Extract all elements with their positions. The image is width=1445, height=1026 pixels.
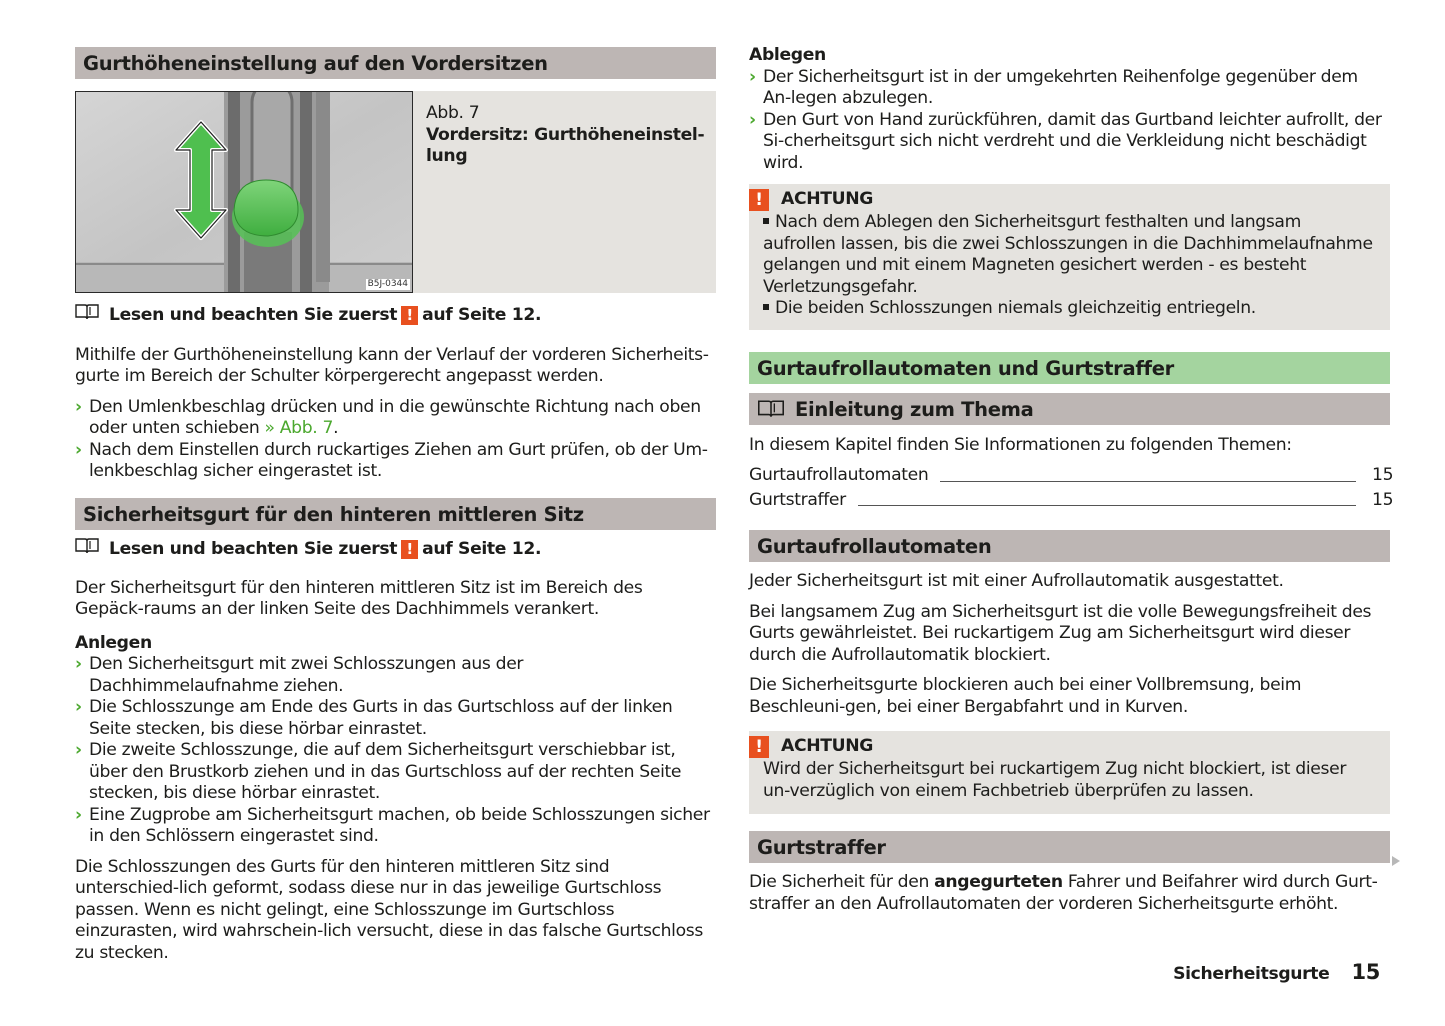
section1-body [75, 303, 716, 483]
belt-height-adjuster-illustration [76, 92, 413, 293]
right-column [749, 45, 1394, 915]
page-reference-link[interactable]: auf Seite 12. [422, 304, 542, 325]
warning-icon: ! [401, 540, 418, 559]
warning-text: Wird der Sicherheitsgurt bei ruckartigem Zug nicht blockiert, ist dieser un-verzüglich von einem Fachbetrieb überprüfen zu lassen. [763, 759, 1347, 801]
figure-title-line1: Vordersitz: Gurthöheneinstel- [426, 124, 705, 145]
figure-7 [75, 91, 716, 293]
chapter-title: Gurtaufrollautomaten und Gurtstraffer [757, 356, 1174, 380]
section-title: Gurtaufrollautomaten [757, 535, 992, 558]
section-header-retractor [749, 530, 1390, 562]
chapter-header [749, 352, 1390, 384]
warning-item: Nach dem Ablegen den Sicherheitsgurt festhalten und langsam aufrollen lassen, bis die zwei Schlosszungen in die Dachhimmelaufnahme gelangen und mit einem Magneten gesichert werden - es besteht Verletzungsgefahr. [763, 212, 1373, 297]
warning-title: ACHTUNG [781, 736, 874, 757]
toc-label[interactable]: Gurtstraffer [749, 489, 846, 510]
closing-paragraph: Die Schlosszungen des Gurts für den hinteren mittleren Sitz sind unterschied-lich geformt, sodass diese nur in das jeweilige Gurtschloss passen. Wenn es nicht gelingt, eine Schlosszunge im Gurtschloss einzurasten, wird wahrschein-lich versucht, diese in das falsche Gurtschloss zu stecken. [75, 856, 703, 963]
section-header-belt-height [75, 47, 716, 79]
paragraph: Bei langsamem Zug am Sicherheitsgurt ist die volle Bewegungsfreiheit des Gurts gewährleistet. Bei ruckartigem Zug am Sicherheitsgurt wird dieser durch die Aufrollautomatik blockiert. [749, 601, 1372, 665]
bullet-arrow-icon: › [749, 109, 756, 130]
section-header-intro [749, 393, 1390, 425]
book-icon [75, 303, 99, 328]
warning-icon: ! [749, 736, 769, 758]
warning-box-2 [749, 731, 1390, 814]
bullet-arrow-icon: › [75, 439, 82, 460]
bullet-arrow-icon: › [75, 697, 82, 717]
toc-entry[interactable] [749, 465, 1394, 487]
anlegen-heading: Anlegen [75, 632, 152, 653]
pretensioner-paragraph: Die Sicherheit für den angegurteten Fahrer und Beifahrer wird durch Gurt-straffer an den Aufrollautomaten der vorderen Sicherheitsgurte erhöht. [749, 872, 1378, 914]
section-title: Gurthöheneinstellung auf den Vordersitzen [83, 52, 548, 75]
list-item: › Der Sicherheitsgurt ist in der umgekehrten Reihenfolge gegenüber dem An-legen abzulegen. [749, 66, 1358, 108]
paragraph: Jeder Sicherheitsgurt ist mit einer Aufrollautomatik ausgestattet. [749, 571, 1284, 591]
book-icon [757, 399, 785, 426]
bullet-arrow-icon: › [749, 66, 756, 87]
section-header-rear-middle [75, 498, 716, 530]
figure-caption [426, 103, 704, 168]
book-icon [75, 537, 99, 562]
ablegen-steps [749, 67, 1390, 175]
warning-header [749, 735, 1376, 759]
section-title: Einleitung zum Thema [795, 397, 1034, 421]
list-item: › Die zweite Schlosszunge, die auf dem Sicherheitsgurt verschiebbar ist, über den Brustkorb ziehen und in das Gurtschloss auf der rechten Seite stecken, bis diese hörbar einrastet. [75, 740, 682, 803]
figure-label: Abb. 7 [426, 103, 480, 123]
paragraph: Die Sicherheitsgurte blockieren auch bei einer Vollbremsung, beim Beschleuni-gen, bei einer Bergabfahrt und in Kurven. [749, 675, 1302, 717]
toc-entry[interactable] [749, 489, 1394, 512]
page-number: 15 [1351, 960, 1380, 984]
continue-arrow-icon [1392, 856, 1400, 866]
section2 [75, 498, 716, 964]
image-code: B5J-0344 [367, 279, 408, 289]
topic-list [749, 465, 1394, 511]
adjust-steps [75, 397, 716, 483]
square-bullet-icon [763, 218, 769, 224]
toc-page[interactable]: 15 [1372, 465, 1394, 485]
intro-text: In diesem Kapitel finden Sie Informationen zu folgenden Themen: [749, 434, 1292, 455]
toc-label[interactable]: Gurtaufrollautomaten [749, 465, 929, 485]
warning-title: ACHTUNG [781, 189, 874, 210]
warning-header [749, 188, 1376, 212]
section-title: Gurtstraffer [757, 836, 886, 859]
warning-item: Die beiden Schlosszungen niemals gleichzeitig entriegeln. [763, 298, 1376, 320]
bullet-arrow-icon: › [75, 396, 82, 417]
ablegen-heading: Ablegen [749, 45, 826, 65]
list-item: › Den Gurt von Hand zurückführen, damit das Gurtband leichter aufrollt, der Si-cherheitsgurt sich nicht verdreht und die Verkleidung nicht beschädigt wird. [749, 109, 1382, 173]
bullet-arrow-icon: › [75, 804, 82, 825]
toc-leader [858, 505, 1356, 506]
list-item: › Nach dem Einstellen durch ruckartiges Ziehen am Gurt prüfen, ob der Um-lenkbeschlag sicher eingerastet ist. [75, 439, 708, 481]
figure-image [75, 91, 413, 293]
read-first-note: Lesen und beachten Sie zuerst ! auf Seite 12. [75, 303, 716, 328]
list-item: › Den Umlenkbeschlag drücken und in die gewünschte Richtung nach oben oder unten schieben » Abb. 7. [75, 396, 701, 438]
section-header-pretensioner [749, 831, 1390, 863]
figure-title-line2: lung [426, 146, 468, 166]
emphasis: angegurteten [934, 872, 1063, 892]
toc-leader [940, 481, 1356, 482]
bullet-arrow-icon: › [75, 740, 82, 760]
list-item: › Eine Zugprobe am Sicherheitsgurt machen, ob beide Schlosszungen sicher in den Schlössern eingerastet sind. [75, 804, 710, 846]
page-footer [1173, 962, 1380, 986]
list-item: › Den Sicherheitsgurt mit zwei Schlosszungen aus der Dachhimmelaufnahme ziehen. [75, 654, 524, 696]
read-first-note: Lesen und beachten Sie zuerst ! auf Seite 12. [75, 537, 716, 562]
anlegen-steps [75, 654, 716, 848]
warning-icon: ! [401, 306, 418, 325]
warning-box-1 [749, 184, 1390, 330]
footer-section-name: Sicherheitsgurte [1173, 964, 1330, 984]
bullet-arrow-icon: › [75, 654, 82, 674]
page-reference-link[interactable]: auf Seite 12. [422, 538, 542, 559]
toc-page[interactable]: 15 [1372, 489, 1394, 510]
square-bullet-icon [763, 304, 769, 310]
figure-link[interactable]: » Abb. 7 [264, 418, 334, 438]
intro-paragraph: Mithilfe der Gurthöheneinstellung kann der Verlauf der vorderen Sicherheits-gurte im Bereich der Schulter körpergerecht angepasst werden. [75, 344, 709, 386]
intro-paragraph: Der Sicherheitsgurt für den hinteren mittleren Sitz ist im Bereich des Gepäck-raums an der linken Seite des Dachhimmels verankert. [75, 577, 643, 619]
warning-icon: ! [749, 189, 769, 211]
list-item: › Die Schlosszunge am Ende des Gurts in das Gurtschloss auf der linken Seite stecken, bis diese hörbar einrastet. [75, 697, 673, 739]
section-title: Sicherheitsgurt für den hinteren mittleren Sitz [83, 503, 584, 526]
